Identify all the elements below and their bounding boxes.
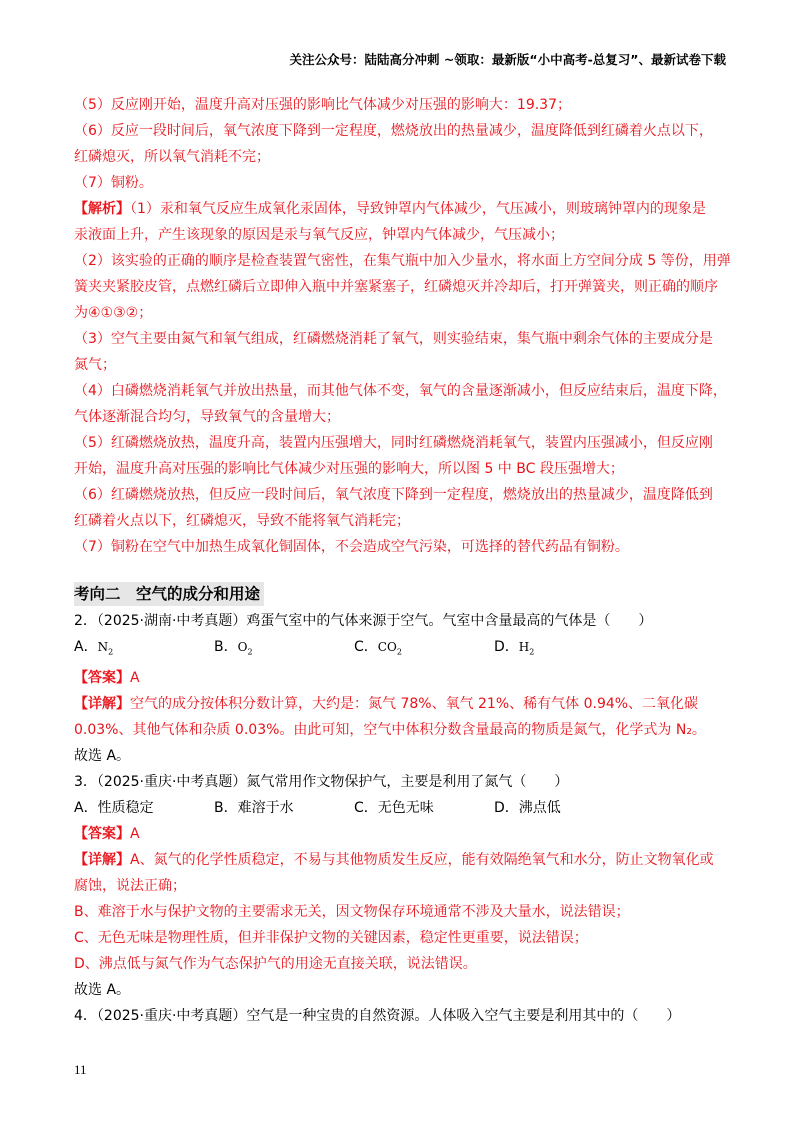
formula — [519, 634, 535, 665]
analysis-text: （1）汞和氧气反应生成氧化汞固体，导致钟罩内气体减少，气压减小，则玻璃钟罩内的现象是 — [130, 201, 706, 217]
detail-line — [74, 691, 734, 717]
detail-tag: 【详解】 — [74, 852, 130, 869]
analysis-line: （6）红磷燃烧放热，但反应一段时间后，氧气浓度下降到一定程度，燃烧放出的热量减少，温度降低到 — [74, 487, 713, 503]
answer-line: （5）反应刚开始，温度升高对压强的影响比气体减少对压强的影响大：19.37； — [74, 97, 571, 113]
question-options — [74, 795, 734, 821]
detail-text: A、氮气的化学性质稳定，不易与其他物质发生反应，能有效隔绝氧气和水分，防止文物氧化或 — [130, 852, 714, 869]
option-letter: D． — [494, 639, 519, 655]
analysis-line: 红磷着火点以下，红磷熄灭，导致不能将氧气消耗完； — [74, 513, 410, 529]
formula — [98, 634, 114, 665]
detail-line — [74, 847, 734, 873]
answer-value: A — [130, 670, 140, 687]
conclusion-line: 故选 A。 — [74, 982, 131, 999]
answer-line — [74, 821, 734, 847]
formula-subscript: 2 — [529, 647, 535, 657]
detail-line: B、难溶于水与保护文物的主要需求无关，因文物保存环境通常不涉及大量水，说法错误； — [74, 904, 630, 921]
analysis-line: 汞液面上升，产生该现象的原因是汞与氧气反应，钟罩内气体减少，气压减小； — [74, 227, 564, 243]
answer-tag: 【答案】 — [74, 670, 130, 687]
formula-base: N — [97, 640, 109, 654]
formula-base: CO — [377, 640, 397, 654]
option-a: A．性质稳定 — [74, 800, 154, 817]
option-c: C．无色无味 — [354, 800, 434, 817]
option-b: B．难溶于水 — [214, 800, 294, 817]
analysis-line: （3）空气主要由氮气和氧气组成，红磷燃烧消耗了氧气，则实验结束，集气瓶中剩余气体的主要成分是 — [74, 331, 713, 347]
option-d: D．沸点低 — [494, 800, 561, 817]
option-letter: B． — [214, 639, 238, 655]
analysis-line: （7）铜粉在空气中加热生成氧化铜固体，不会造成空气污染，可选择的替代药品有铜粉。 — [74, 539, 629, 555]
detail-line: 0.03%、其他气体和杂质 0.03%。由此可知，空气中体积分数含量最高的物质是氮气，化学式为 N₂。 — [74, 722, 706, 739]
page-header: 关注公众号：陆陆高分冲刺 ~领取：最新版“小中高考-总复习”、最新试卷下载 — [289, 52, 726, 67]
conclusion-line: 故选 A。 — [74, 748, 131, 765]
answer-line: （6）反应一段时间后，氧气浓度下降到一定程度，燃烧放出的热量减少，温度降低到红磷着火点以下， — [74, 123, 713, 139]
detail-tag: 【详解】 — [74, 696, 130, 713]
formula-subscript: 2 — [108, 647, 114, 657]
analysis-line: 簧夹夹紧胶皮管，点燃红磷后立即伸入瓶中并塞紧塞子，红磷熄灭并冷却后，打开弹簧夹，则正确的顺序 — [74, 279, 718, 295]
question-stem: 3．（2025·重庆·中考真题）氮气常用作文物保护气，主要是利用了氮气（ ） — [74, 774, 569, 791]
detail-line: C、无色无味是物理性质，但并非保护文物的关键因素，稳定性更重要，说法错误； — [74, 930, 588, 947]
detail-line: D、沸点低与氮气作为气态保护气的用途无直接关联，说法错误。 — [74, 956, 477, 973]
detail-text: 空气的成分按体积分数计算，大约是：氮气 78%、氧气 21%、稀有气体 0.94%、二氧化碳 — [130, 696, 699, 713]
formula — [238, 634, 253, 665]
formula-base: H — [518, 640, 530, 654]
answer-line: （7）铜粉。 — [74, 175, 153, 191]
analysis-line — [74, 196, 734, 222]
document-body — [74, 92, 734, 1029]
answer-tag: 【答案】 — [74, 826, 130, 843]
analysis-line: 为④①③②； — [74, 305, 153, 321]
page-number: 11 — [74, 1062, 87, 1077]
question-stem: 4．（2025·重庆·中考真题）空气是一种宝贵的自然资源。人体吸入空气主要是利用其中的（ ） — [74, 1008, 681, 1025]
formula-subscript: 2 — [396, 647, 402, 657]
option-b — [214, 634, 354, 665]
formula — [378, 634, 402, 665]
section-title: 考向二 空气的成分和用途 — [74, 582, 264, 606]
analysis-line: （5）红磷燃烧放热，温度升高，装置内压强增大，同时红磷燃烧消耗氧气，装置内压强减小，但反应刚 — [74, 435, 713, 451]
detail-line: 腐蚀，说法正确； — [74, 878, 186, 895]
analysis-line: 气体逐渐混合均匀，导致氧气的含量增大； — [74, 409, 340, 425]
answer-line: 红磷熄灭，所以氧气消耗不完； — [74, 149, 270, 165]
option-letter: C． — [354, 639, 378, 655]
question-options — [74, 634, 734, 665]
analysis-tag: 【解析】 — [74, 201, 130, 217]
formula-base: O — [237, 640, 248, 654]
option-a — [74, 634, 214, 665]
option-letter: A． — [74, 639, 98, 655]
option-c — [354, 634, 494, 665]
answer-line — [74, 665, 734, 691]
analysis-line: （2）该实验的正确的顺序是检查装置气密性，在集气瓶中加入少量水，将水面上方空间分成 5 等份，用弹 — [74, 253, 731, 269]
analysis-line: 开始，温度升高对压强的影响比气体减少对压强的影响大，所以图 5 中 BC 段压强增大； — [74, 461, 624, 477]
question-stem: 2．（2025·湖南·中考真题）鸡蛋气室中的气体来源于空气。气室中含量最高的气体是（ ） — [74, 613, 653, 629]
option-d — [494, 634, 534, 665]
analysis-line: 氮气； — [74, 357, 116, 373]
formula-subscript: 2 — [247, 647, 253, 657]
analysis-line: （4）白磷燃烧消耗氧气并放出热量，而其他气体不变，氧气的含量逐渐减小，但反应结束后，温度下降， — [74, 383, 727, 399]
answer-value: A — [130, 826, 140, 843]
